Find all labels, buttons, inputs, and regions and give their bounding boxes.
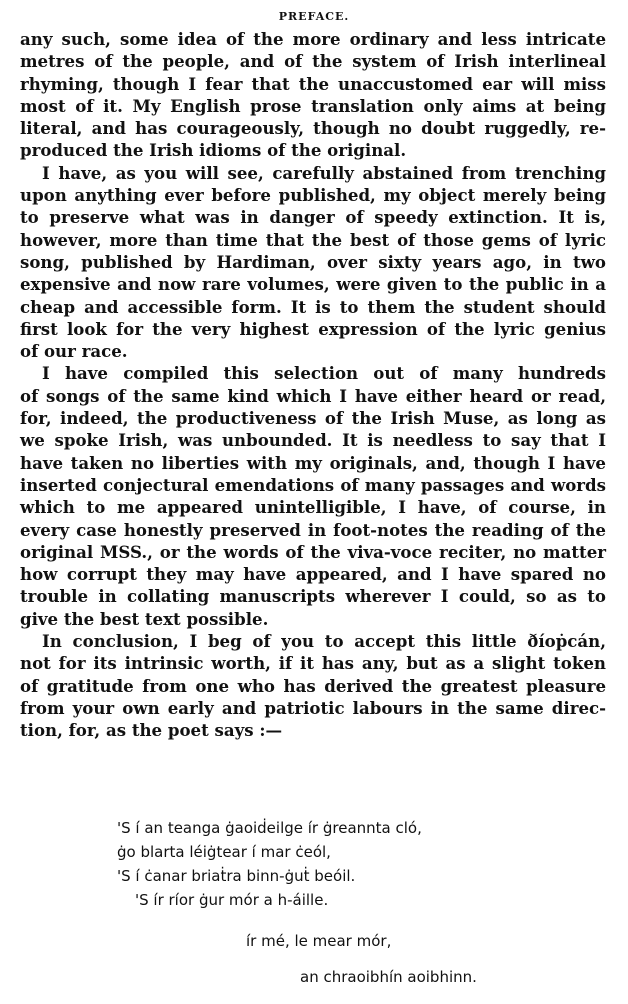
text-line: of gratitude from one who has derived the greatest pleasure bbox=[20, 675, 606, 696]
text-line: I have, as you will see, carefully abstained from trenching bbox=[42, 162, 606, 183]
sign-off: ír mé, le mear mór, bbox=[246, 932, 392, 950]
text-line: we spoke Irish, was unbounded. It is needless to say that I bbox=[20, 430, 606, 451]
text-line: cheap and accessible form. It is to them the student should bbox=[20, 296, 606, 317]
text-line: any such, some idea of the more ordinary and less intricate bbox=[20, 29, 606, 49]
text-line: of our race. bbox=[20, 341, 128, 362]
text-line: In conclusion, I beg of you to accept this little ðíoṗcán, bbox=[42, 631, 606, 652]
text-line: metres of the people, and of the system of Irish interlineal bbox=[20, 51, 606, 72]
irish-verse bbox=[117, 816, 517, 912]
verse-line: 'S í an teanga ġaoiḋeilge ír ġreannta cló, bbox=[117, 819, 422, 837]
text-line: trouble in collating manuscripts wherever I could, so as to bbox=[20, 586, 606, 607]
text-line: upon anything ever before published, my object merely being bbox=[20, 185, 606, 206]
text-line: have taken no liberties with my originals, and, though I have bbox=[20, 452, 606, 473]
text-line: rhyming, though I fear that the unaccustomed ear will miss bbox=[20, 73, 606, 94]
verse-line: 'S í ċanar briaṫra binn-ġuṫ beóil. bbox=[117, 867, 356, 885]
verse-line: 'S ír ríor ġur mór a h-áille. bbox=[135, 891, 329, 909]
text-line: inserted conjectural emendations of many passages and words bbox=[20, 474, 606, 495]
verse-line: ġo blarta léiġtear í mar ċeól, bbox=[117, 843, 331, 861]
body-text bbox=[20, 28, 606, 742]
text-line: however, more than time that the best of those gems of lyric bbox=[20, 229, 606, 250]
text-line: for, indeed, the productiveness of the Irish Muse, as long as bbox=[20, 408, 606, 429]
text-line: give the best text possible. bbox=[20, 608, 269, 629]
text-line: original MSS., or the words of the viva-voce reciter, no matter bbox=[20, 541, 606, 562]
text-line: expensive and now rare volumes, were given to the public in a bbox=[20, 274, 606, 295]
text-line: most of it. My English prose translation only aims at being bbox=[20, 95, 606, 116]
text-line: tion, for, as the poet says :— bbox=[20, 720, 283, 741]
text-line: which to me appeared unintelligible, I have, of course, in bbox=[20, 497, 606, 518]
text-line: to preserve what was in danger of speedy extinction. It is, bbox=[20, 207, 606, 228]
text-line: of songs of the same kind which I have either heard or read, bbox=[20, 385, 606, 406]
text-line: every case honestly preserved in foot-notes the reading of the bbox=[20, 519, 606, 540]
text-line: literal, and has courageously, though no doubt ruggedly, re- bbox=[20, 118, 606, 139]
text-line: not for its intrinsic worth, if it has any, but as a slight token bbox=[20, 653, 606, 674]
text-line: first look for the very highest expression of the lyric genius bbox=[20, 318, 606, 339]
signature: an chraoibhín aoibhinn. bbox=[300, 968, 477, 986]
text-line: from your own early and patriotic labours in the same direc- bbox=[20, 697, 606, 718]
text-line: produced the Irish idioms of the original. bbox=[20, 140, 407, 161]
running-head: PREFACE. bbox=[278, 10, 350, 23]
text-line: song, published by Hardiman, over sixty years ago, in two bbox=[20, 251, 606, 272]
text-line: I have compiled this selection out of many hundreds bbox=[42, 363, 606, 384]
text-line: how corrupt they may have appeared, and I have spared no bbox=[20, 564, 606, 585]
